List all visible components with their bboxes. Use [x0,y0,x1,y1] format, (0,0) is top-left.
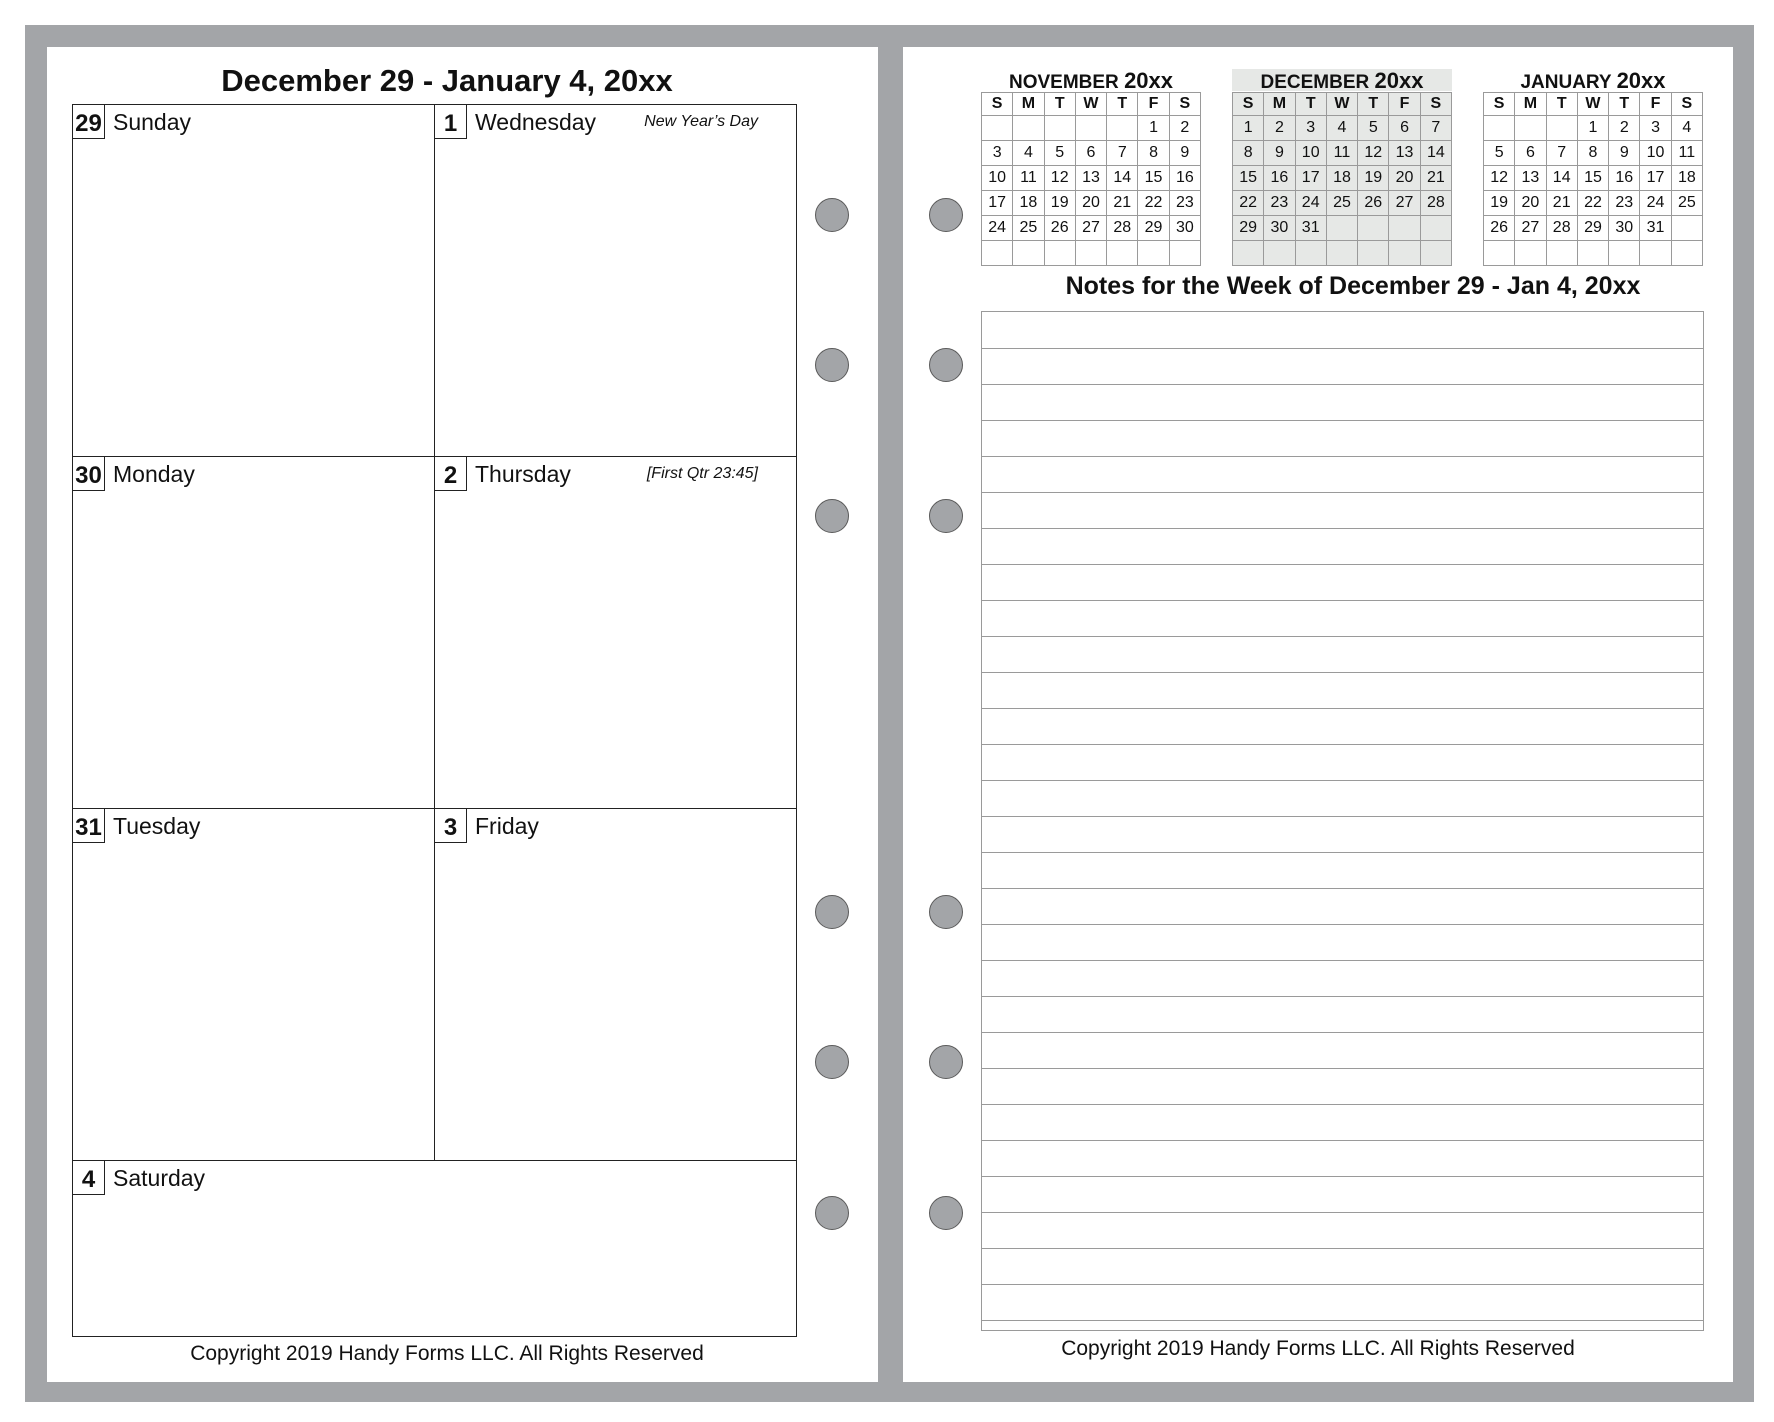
date-cell: 23 [1169,191,1200,216]
weekday-header-row [1484,93,1703,116]
week-row [1233,216,1452,241]
date-cell: 1 [1577,116,1608,141]
date-cell: 22 [1233,191,1264,216]
copyright-text: Copyright 2019 Handy Forms LLC. All Rights Reserved [1061,1337,1575,1360]
notes-page [903,47,1733,1382]
date-cell [982,116,1013,141]
ruled-line [982,1320,1703,1321]
weekday-label: F [1389,93,1420,116]
date-cell: 26 [1044,216,1075,241]
date-cell: 25 [1671,191,1702,216]
copyright-text: Copyright 2019 Handy Forms LLC. All Rights Reserved [190,1342,704,1365]
date-cell [1013,241,1044,266]
weekday-label: W [1075,93,1106,116]
week-row [982,241,1201,266]
ruled-line [982,852,1703,853]
ruled-line [982,960,1703,961]
week-row [1484,241,1703,266]
day-name: Sunday [113,109,192,135]
date-cell [1075,116,1106,141]
date-cell: 8 [1577,141,1608,166]
day-number: 30 [73,457,105,491]
punch-hole [929,895,963,929]
date-cell [1515,241,1546,266]
date-cell: 24 [1295,191,1326,216]
ruled-line [982,348,1703,349]
date-cell [1044,241,1075,266]
punch-hole [815,198,849,232]
date-cell: 6 [1389,116,1420,141]
date-cell: 18 [1671,166,1702,191]
weekday-label: S [1169,93,1200,116]
date-cell: 31 [1295,216,1326,241]
week-row [982,191,1201,216]
date-cell: 1 [1233,116,1264,141]
date-cell [1326,241,1357,266]
ruled-line [982,456,1703,457]
date-cell: 3 [1640,116,1671,141]
date-cell: 19 [1358,166,1389,191]
week-title [47,63,847,99]
date-cell: 22 [1577,191,1608,216]
weekday-label: T [1609,93,1640,116]
date-cell: 19 [1044,191,1075,216]
day-number: 29 [73,105,105,139]
date-cell [1389,241,1420,266]
weekday-label: S [1671,93,1702,116]
date-cell [1044,116,1075,141]
punch-hole [815,348,849,382]
punch-hole [929,198,963,232]
mini-calendar-month: DECEMBER [1260,72,1370,93]
date-cell: 17 [982,191,1013,216]
date-cell: 18 [1326,166,1357,191]
date-cell [1484,116,1515,141]
date-cell [1640,241,1671,266]
weekday-label: T [1107,93,1138,116]
date-cell [1484,241,1515,266]
date-cell [1546,116,1577,141]
date-cell: 10 [1295,141,1326,166]
date-cell [1075,241,1106,266]
punch-hole [929,1045,963,1079]
date-cell: 28 [1546,216,1577,241]
date-cell: 12 [1484,166,1515,191]
ruled-line [982,1248,1703,1249]
mini-calendar-year: 20xx [1124,68,1174,93]
day-box-saturday[interactable] [73,1161,796,1336]
date-cell: 23 [1264,191,1295,216]
mini-calendar-title [1483,69,1703,91]
date-cell: 17 [1295,166,1326,191]
date-cell: 19 [1484,191,1515,216]
mini-calendar-year: 20xx [1616,68,1666,93]
date-cell [1671,216,1702,241]
ruled-line [982,384,1703,385]
week-title-text: December 29 - January 4, [221,63,596,98]
ruled-line [982,744,1703,745]
ruled-line [982,888,1703,889]
date-cell: 15 [1233,166,1264,191]
date-cell: 6 [1515,141,1546,166]
day-name: Friday [475,813,539,839]
date-cell: 23 [1609,191,1640,216]
punch-hole [815,499,849,533]
week-row [982,216,1201,241]
day-box-monday[interactable] [73,457,435,809]
day-box-wednesday[interactable] [435,105,796,457]
mini-calendar-year: 20xx [1374,68,1424,93]
notes-title [973,272,1733,301]
date-cell: 4 [1326,116,1357,141]
date-cell [982,241,1013,266]
date-cell: 4 [1013,141,1044,166]
week-page [47,47,878,1382]
week-row [1233,241,1452,266]
weekday-label: M [1013,93,1044,116]
date-cell: 25 [1326,191,1357,216]
week-row [1484,216,1703,241]
day-box-sunday[interactable] [73,105,435,457]
ruled-line [982,1032,1703,1033]
day-number: 3 [435,809,467,843]
week-row [982,166,1201,191]
date-cell [1389,216,1420,241]
weekday-label: F [1138,93,1169,116]
date-cell: 28 [1420,191,1451,216]
date-cell: 3 [1295,116,1326,141]
weekday-label: T [1546,93,1577,116]
mini-calendar-month: NOVEMBER [1008,72,1119,93]
ruled-line [982,1140,1703,1141]
date-cell: 29 [1138,216,1169,241]
ruled-line [982,492,1703,493]
weekday-label: M [1264,93,1295,116]
week-row [1484,141,1703,166]
weekday-header-row [1233,93,1452,116]
week-row [1233,191,1452,216]
weekday-label: F [1640,93,1671,116]
date-cell: 7 [1107,141,1138,166]
date-cell [1264,241,1295,266]
week-row [1233,141,1452,166]
weekday-label: S [982,93,1013,116]
ruled-line [982,996,1703,997]
date-cell: 31 [1640,216,1671,241]
week-row [982,141,1201,166]
week-row [982,116,1201,141]
date-cell: 22 [1138,191,1169,216]
date-cell: 26 [1484,216,1515,241]
date-cell [1515,116,1546,141]
date-cell [1169,241,1200,266]
week-row [1484,166,1703,191]
mini-calendar-title [1232,69,1452,91]
date-cell: 26 [1358,191,1389,216]
date-cell: 15 [1577,166,1608,191]
mini-calendar-table [1483,92,1703,266]
date-cell: 25 [1013,216,1044,241]
date-cell: 21 [1420,166,1451,191]
ruled-line [982,528,1703,529]
ruled-line [982,1068,1703,1069]
date-cell: 27 [1075,216,1106,241]
date-cell: 15 [1138,166,1169,191]
date-cell [1295,241,1326,266]
day-box-friday[interactable] [435,809,796,1161]
weekday-label: W [1577,93,1608,116]
date-cell [1107,116,1138,141]
punch-hole [929,348,963,382]
weekday-label: T [1044,93,1075,116]
date-cell: 14 [1546,166,1577,191]
date-cell: 18 [1013,191,1044,216]
date-cell: 28 [1107,216,1138,241]
day-name: Tuesday [113,813,201,839]
day-name: Wednesday [475,109,597,135]
date-cell [1326,216,1357,241]
date-cell: 30 [1609,216,1640,241]
date-cell: 7 [1546,141,1577,166]
date-cell: 16 [1609,166,1640,191]
date-cell: 13 [1389,141,1420,166]
date-cell [1233,241,1264,266]
ruled-line [982,1212,1703,1213]
day-box-tuesday[interactable] [73,809,435,1161]
week-row [1233,116,1452,141]
day-name: Monday [113,461,195,487]
date-cell: 7 [1420,116,1451,141]
date-cell: 12 [1358,141,1389,166]
date-cell: 5 [1358,116,1389,141]
date-cell: 10 [982,166,1013,191]
date-cell: 16 [1264,166,1295,191]
week-row [1484,191,1703,216]
date-cell: 3 [982,141,1013,166]
notes-title-text: Notes for the Week of December 29 - Jan 4, [1065,272,1578,300]
date-cell: 21 [1546,191,1577,216]
ruled-line [982,672,1703,673]
day-name: Thursday [475,461,571,487]
punch-hole [929,499,963,533]
date-cell: 24 [1640,191,1671,216]
date-cell: 11 [1013,166,1044,191]
day-box-thursday[interactable] [435,457,796,809]
punch-hole [929,1196,963,1230]
holiday-note: New Year’s Day [644,113,758,130]
date-cell: 21 [1107,191,1138,216]
date-cell [1546,241,1577,266]
date-cell: 30 [1264,216,1295,241]
date-cell: 20 [1389,166,1420,191]
date-cell [1358,241,1389,266]
weekday-label: M [1515,93,1546,116]
date-cell: 1 [1138,116,1169,141]
weekday-label: T [1358,93,1389,116]
date-cell: 6 [1075,141,1106,166]
date-cell: 27 [1389,191,1420,216]
date-cell [1107,241,1138,266]
notes-title-year: 20xx [1584,272,1641,300]
date-cell: 30 [1169,216,1200,241]
date-cell: 29 [1233,216,1264,241]
date-cell: 11 [1671,141,1702,166]
ruled-line [982,1176,1703,1177]
date-cell: 13 [1515,166,1546,191]
date-cell: 17 [1640,166,1671,191]
week-grid [72,104,797,1337]
mini-calendar-table [1232,92,1452,266]
punch-hole [815,895,849,929]
date-cell: 2 [1169,116,1200,141]
date-cell: 14 [1107,166,1138,191]
date-cell: 29 [1577,216,1608,241]
date-cell: 8 [1233,141,1264,166]
ruled-line [982,708,1703,709]
date-cell: 2 [1264,116,1295,141]
punch-hole [815,1196,849,1230]
punch-hole [815,1045,849,1079]
ruled-line [982,600,1703,601]
date-cell [1609,241,1640,266]
date-cell: 5 [1484,141,1515,166]
date-cell [1420,241,1451,266]
weekday-label: S [1484,93,1515,116]
mini-calendar-title [981,69,1201,91]
date-cell: 12 [1044,166,1075,191]
weekday-label: W [1326,93,1357,116]
notes-lined-area[interactable] [981,311,1704,1331]
date-cell: 14 [1420,141,1451,166]
day-number: 31 [73,809,105,843]
date-cell: 4 [1671,116,1702,141]
date-cell: 8 [1138,141,1169,166]
date-cell [1671,241,1702,266]
date-cell: 5 [1044,141,1075,166]
date-cell: 2 [1609,116,1640,141]
week-row [1484,116,1703,141]
weekday-label: S [1420,93,1451,116]
ruled-line [982,780,1703,781]
weekday-label: S [1233,93,1264,116]
date-cell: 9 [1169,141,1200,166]
moon-phase-note: [First Qtr 23:45] [646,465,758,482]
mini-calendar-table [981,92,1201,266]
week-title-year: 20xx [603,63,673,98]
day-name: Saturday [113,1165,206,1191]
weekday-header-row [982,93,1201,116]
day-number: 2 [435,457,467,491]
date-cell: 10 [1640,141,1671,166]
date-cell: 16 [1169,166,1200,191]
date-cell: 20 [1515,191,1546,216]
date-cell: 24 [982,216,1013,241]
ruled-line [982,564,1703,565]
ruled-line [982,1104,1703,1105]
date-cell [1358,216,1389,241]
ruled-line [982,636,1703,637]
mini-calendar-month: JANUARY [1520,72,1612,93]
date-cell [1420,216,1451,241]
date-cell [1577,241,1608,266]
ruled-line [982,1284,1703,1285]
ruled-line [982,420,1703,421]
weekday-label: T [1295,93,1326,116]
week-row [1233,166,1452,191]
date-cell [1013,116,1044,141]
date-cell: 9 [1609,141,1640,166]
ruled-line [982,816,1703,817]
date-cell: 20 [1075,191,1106,216]
date-cell: 27 [1515,216,1546,241]
date-cell [1138,241,1169,266]
date-cell: 11 [1326,141,1357,166]
day-number: 4 [73,1161,105,1195]
day-number: 1 [435,105,467,139]
date-cell: 13 [1075,166,1106,191]
date-cell: 9 [1264,141,1295,166]
ruled-line [982,924,1703,925]
